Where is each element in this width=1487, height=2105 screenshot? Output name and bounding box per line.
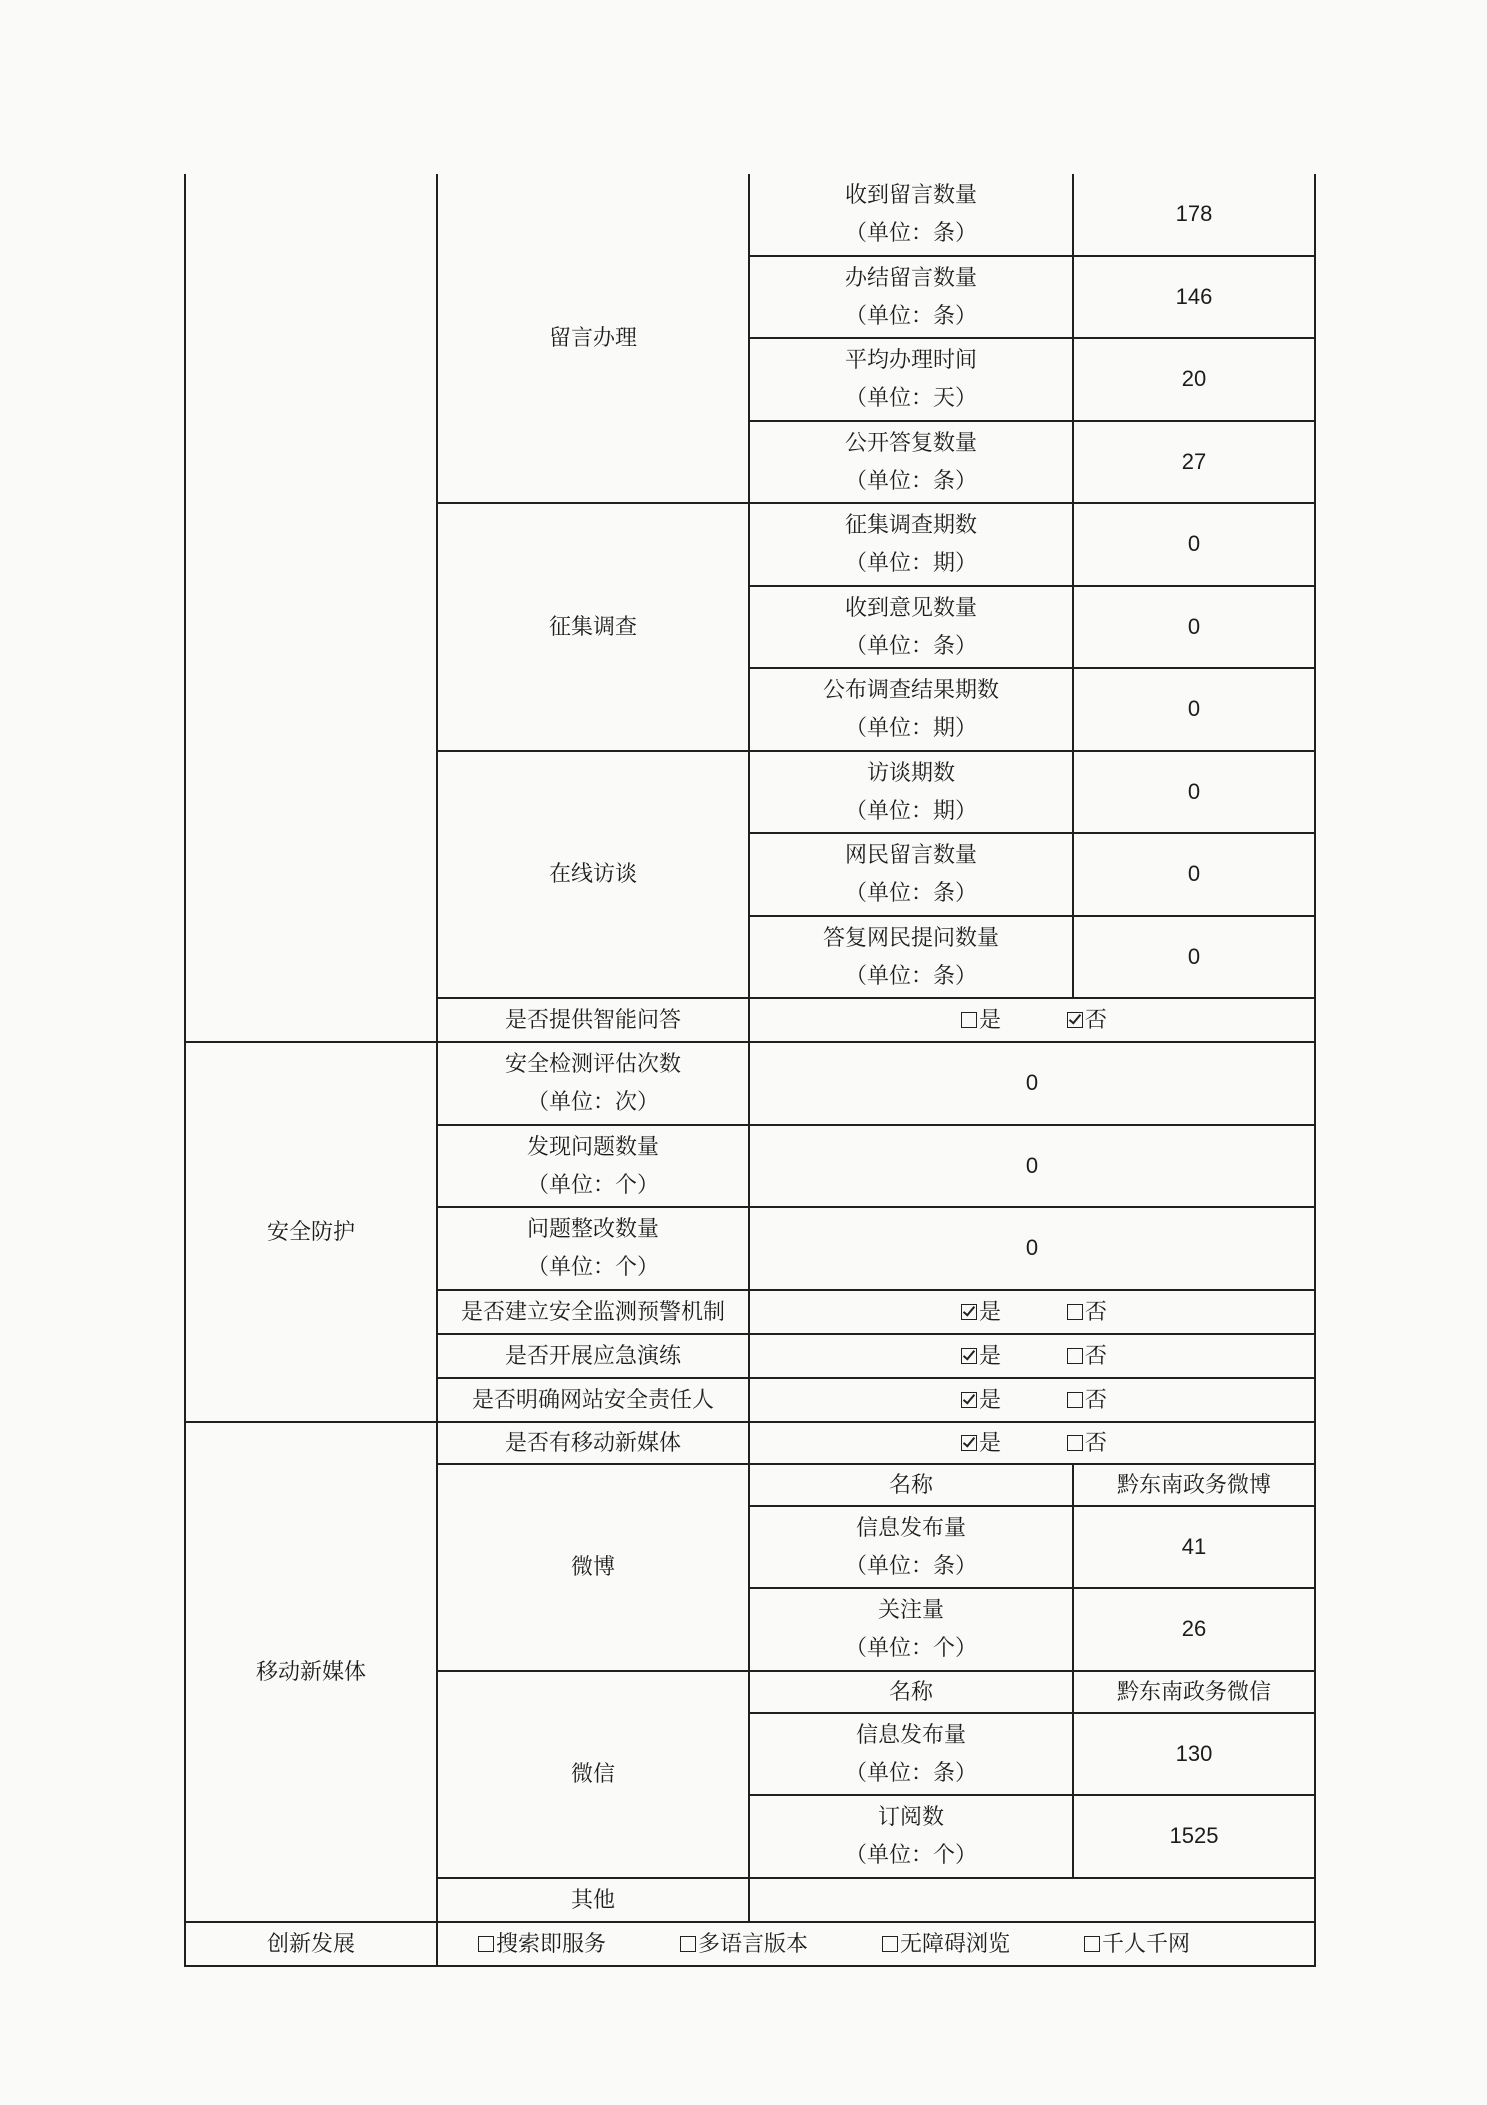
security-section-label: 安全防护 (185, 1042, 437, 1422)
option-personalized (1084, 1929, 1286, 1959)
metric-name: 问题整改数量 (526, 1216, 659, 1242)
metric-name-cell (749, 256, 1073, 339)
has-mobile-media-label: 是否有移动新媒体 (437, 1422, 749, 1464)
metric-unit: （单位：期） (844, 715, 977, 741)
option-label: 是 (978, 1298, 1001, 1324)
option-no (1067, 1341, 1107, 1371)
metric-name: 办结留言数量 (844, 264, 977, 290)
metric-value: 0 (1073, 833, 1315, 916)
security-question-options (749, 1378, 1315, 1422)
metric-name: 信息发布量 (855, 1721, 966, 1747)
option-label: 是 (978, 1429, 1001, 1455)
metric-name: 发现问题数量 (526, 1133, 659, 1159)
metric-value: 27 (1073, 421, 1315, 504)
option-label: 是 (978, 1342, 1001, 1368)
security-question-options (749, 1334, 1315, 1378)
metric-name: 安全检测评估次数 (504, 1051, 681, 1077)
metric-unit: （单位：天） (844, 385, 977, 411)
option-yes (961, 1428, 1001, 1458)
option-no (1067, 1297, 1107, 1327)
checkbox-icon (1067, 1392, 1083, 1408)
other-media-label: 其他 (437, 1878, 749, 1922)
metric-value: 0 (1073, 668, 1315, 751)
metric-value: 0 (1073, 751, 1315, 834)
metric-unit: （单位：期） (844, 797, 977, 823)
metric-unit: （单位：条） (844, 1759, 977, 1785)
metric-name-cell (437, 1207, 749, 1290)
metric-name: 答复网民提问数量 (822, 924, 999, 950)
checkbox-icon (1084, 1936, 1100, 1952)
option-yes (961, 1341, 1001, 1371)
metric-value: 0 (749, 1125, 1315, 1208)
option-label: 否 (1085, 1342, 1108, 1368)
innovation-label: 创新发展 (185, 1922, 437, 1966)
checkbox-icon (478, 1936, 494, 1952)
option-label: 搜索即服务 (496, 1930, 607, 1956)
option-label: 否 (1085, 1386, 1108, 1412)
has-mobile-media-options (749, 1422, 1315, 1464)
metric-name-cell (749, 916, 1073, 999)
option-no (1067, 1005, 1107, 1035)
metric-name: 信息发布量 (855, 1514, 966, 1540)
checkbox-checked-icon (961, 1348, 977, 1364)
metric-value: 0 (1073, 503, 1315, 586)
innovation-options (437, 1922, 1315, 1966)
metric-name: 关注量 (877, 1597, 944, 1623)
checkbox-checked-icon (961, 1304, 977, 1320)
checkbox-icon (961, 1012, 977, 1028)
metric-name-cell (749, 338, 1073, 421)
option-search-as-service (478, 1929, 680, 1959)
security-question-options (749, 1290, 1315, 1334)
survey-label: 征集调查 (437, 503, 749, 751)
checkbox-icon (882, 1936, 898, 1952)
metric-name: 网民留言数量 (844, 842, 977, 868)
metric-unit: （单位：条） (844, 220, 977, 246)
option-yes (961, 1297, 1001, 1327)
checkbox-icon (680, 1936, 696, 1952)
metric-name-cell (749, 586, 1073, 669)
mobile-media-section-label: 移动新媒体 (185, 1422, 437, 1922)
metric-value: 0 (749, 1207, 1315, 1290)
option-yes (961, 1005, 1001, 1035)
checkbox-icon (1067, 1435, 1083, 1451)
security-question-label: 是否建立安全监测预警机制 (437, 1290, 749, 1334)
metric-name-cell (749, 751, 1073, 834)
option-label: 否 (1085, 1007, 1108, 1032)
metric-name: 平均办理时间 (844, 347, 977, 373)
metric-name-cell (749, 1506, 1073, 1589)
metric-name-cell (749, 833, 1073, 916)
option-label: 否 (1085, 1429, 1108, 1455)
metric-name: 公布调查结果期数 (822, 677, 999, 703)
option-label: 否 (1085, 1298, 1108, 1324)
metric-name-cell (437, 1042, 749, 1125)
security-question-label: 是否开展应急演练 (437, 1334, 749, 1378)
option-label: 多语言版本 (698, 1930, 809, 1956)
option-label: 是 (978, 1007, 1001, 1032)
metric-value: 0 (1073, 586, 1315, 669)
metric-unit: （单位：条） (844, 962, 977, 988)
option-multilingual (680, 1929, 882, 1959)
metric-name-cell (749, 1713, 1073, 1796)
metric-name: 征集调查期数 (844, 512, 977, 538)
metric-name-cell (749, 421, 1073, 504)
metric-unit: （单位：个） (526, 1171, 659, 1197)
other-media-value (749, 1878, 1315, 1922)
smart-qa-options (749, 998, 1315, 1042)
wechat-account-name: 黔东南政务微信 (1073, 1671, 1315, 1713)
metric-value: 178 (1073, 174, 1315, 256)
metric-name-cell (437, 1125, 749, 1208)
option-accessibility (882, 1929, 1084, 1959)
metric-name-cell (749, 1795, 1073, 1878)
metric-name: 收到意见数量 (844, 594, 977, 620)
metric-value: 26 (1073, 1588, 1315, 1671)
metric-value: 146 (1073, 256, 1315, 339)
metric-unit: （单位：条） (844, 1552, 977, 1578)
account-name-label: 名称 (749, 1671, 1073, 1713)
metric-name: 公开答复数量 (844, 429, 977, 455)
message-handling-label: 留言办理 (437, 174, 749, 503)
metric-unit: （单位：期） (844, 550, 977, 576)
metric-value: 41 (1073, 1506, 1315, 1589)
metric-unit: （单位：条） (844, 302, 977, 328)
option-label: 无障碍浏览 (900, 1930, 1011, 1956)
weibo-label: 微博 (437, 1464, 749, 1671)
metric-name: 收到留言数量 (844, 182, 977, 208)
metric-value: 0 (749, 1042, 1315, 1125)
metric-name-cell (749, 1588, 1073, 1671)
account-name-label: 名称 (749, 1464, 1073, 1506)
report-table (184, 174, 1316, 1967)
metric-value: 1525 (1073, 1795, 1315, 1878)
metric-unit: （单位：个） (844, 1635, 977, 1661)
metric-unit: （单位：个） (526, 1254, 659, 1280)
wechat-label: 微信 (437, 1671, 749, 1878)
metric-value: 20 (1073, 338, 1315, 421)
online-interview-label: 在线访谈 (437, 751, 749, 999)
metric-name: 订阅数 (877, 1804, 944, 1830)
metric-unit: （单位：条） (844, 467, 977, 493)
metric-value: 130 (1073, 1713, 1315, 1796)
metric-unit: （单位：次） (526, 1089, 659, 1115)
metric-unit: （单位：个） (844, 1842, 977, 1868)
metric-name-cell (749, 503, 1073, 586)
metric-name-cell (749, 174, 1073, 256)
option-no (1067, 1428, 1107, 1458)
option-yes (961, 1385, 1001, 1415)
checkbox-checked-icon (961, 1435, 977, 1451)
metric-value: 0 (1073, 916, 1315, 999)
checkbox-icon (1067, 1304, 1083, 1320)
smart-qa-label: 是否提供智能问答 (437, 998, 749, 1042)
security-question-label: 是否明确网站安全责任人 (437, 1378, 749, 1422)
checkbox-checked-icon (1067, 1012, 1083, 1028)
option-no (1067, 1385, 1107, 1415)
weibo-account-name: 黔东南政务微博 (1073, 1464, 1315, 1506)
checkbox-checked-icon (961, 1392, 977, 1408)
metric-unit: （单位：条） (844, 880, 977, 906)
metric-name: 访谈期数 (866, 759, 955, 785)
option-label: 是 (978, 1386, 1001, 1412)
metric-name-cell (749, 668, 1073, 751)
option-label: 千人千网 (1102, 1930, 1191, 1956)
metric-unit: （单位：条） (844, 632, 977, 658)
checkbox-icon (1067, 1348, 1083, 1364)
interaction-section-cell (185, 174, 437, 1042)
